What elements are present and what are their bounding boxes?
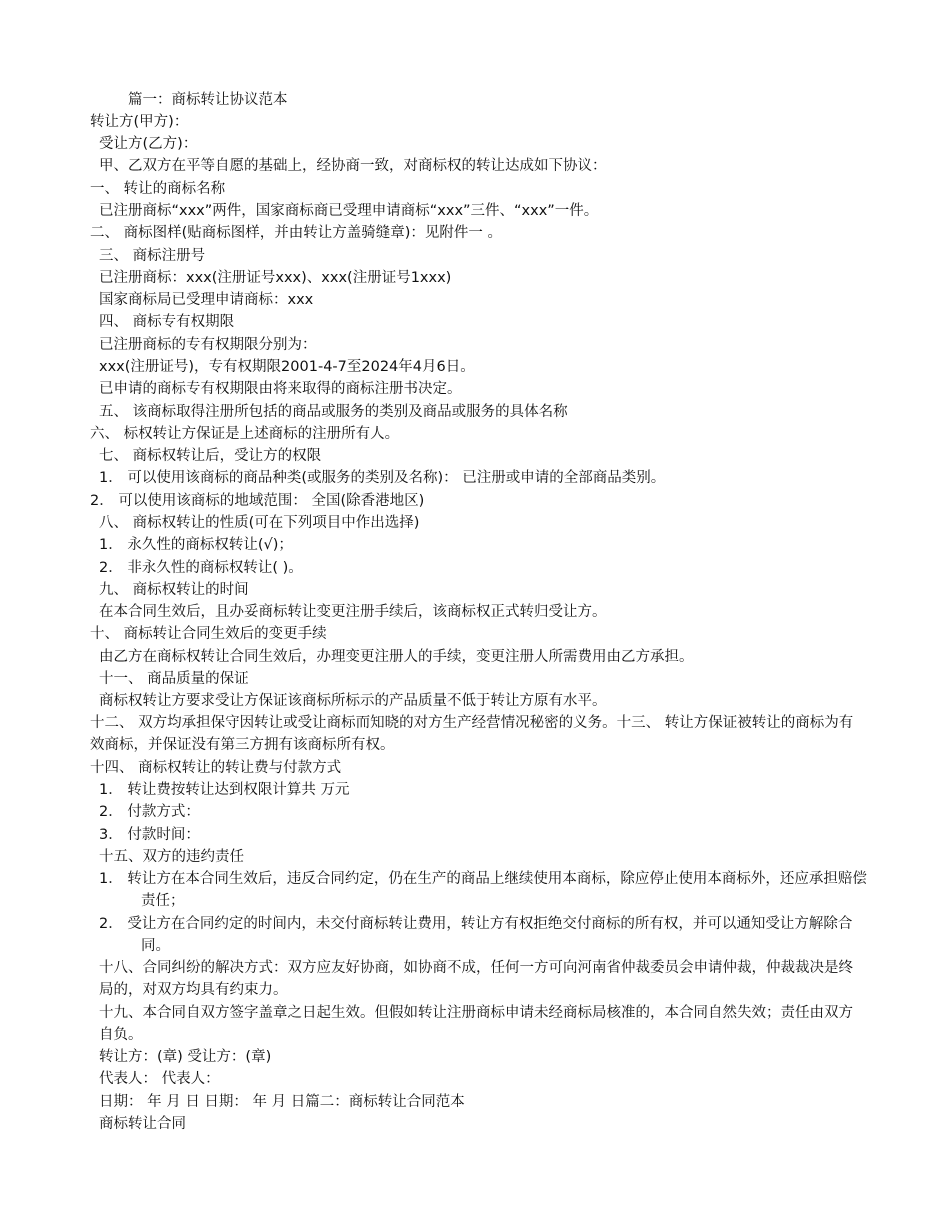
section-heading: 一、 转让的商标名称	[90, 181, 226, 197]
doc-line: xxx(注册证号)，专有权期限2001-4-7至2024年4月6日。	[99, 359, 475, 375]
doc-line: 转让方(甲方)：	[90, 114, 189, 130]
signature-line: 代表人： 代表人：	[99, 1071, 220, 1087]
signature-line: 转让方：(章) 受让方：(章)	[99, 1049, 272, 1065]
doc-paragraph: 十二、 双方均承担保守因转让或受让商标而知晓的对方生产经营情况秘密的义务。十三、 转让方保证被转让的商标为有效商标，并保证没有第三方拥有该商标所有权。	[90, 715, 854, 753]
doc-paragraph: 十八、合同纠纷的解决方式：双方应友好协商，如协商不成，任何一方可向河南省仲裁委员会申请仲裁，仲裁裁决是终局的，对双方均具有约束力。	[99, 960, 853, 998]
doc-line: 在本合同生效后，且办妥商标转让变更注册手续后，该商标权正式转归受让方。	[99, 604, 607, 620]
section-heading: 十四、 商标权转让的转让费与付款方式	[90, 760, 342, 776]
doc-line: 商标转让合同	[99, 1116, 186, 1132]
doc-paragraph: 十九、本合同自双方签字盖章之日起生效。但假如转让注册商标申请未经商标局核准的，本合同自然失效；责任由双方自负。	[99, 1005, 853, 1043]
doc-line: 已注册商标“xxx”两件，国家商标商已受理申请商标“xxx”三件、“xxx”一件。	[99, 203, 599, 219]
doc-title: 篇一：商标转让协议范本	[128, 92, 288, 108]
doc-line: 已申请的商标专有权期限由将来取得的商标注册书决定。	[99, 381, 462, 397]
doc-line: 由乙方在商标权转让合同生效后，办理变更注册人的手续，变更注册人所需费用由乙方承担。	[99, 649, 694, 665]
doc-line: 已注册商标的专有权期限分别为：	[99, 337, 317, 353]
section-heading: 十五、双方的违约责任	[99, 849, 244, 865]
section-heading: 五、 该商标取得注册所包括的商品或服务的类别及商品或服务的具体名称	[99, 404, 568, 420]
list-item: 1． 永久性的商标权转让(√)；	[99, 537, 293, 553]
doc-line: 已注册商标：xxx(注册证号xxx)、xxx(注册证号1xxx)	[99, 270, 452, 286]
signature-line: 日期： 年 月 日 日期： 年 月 日篇二：商标转让合同范本	[99, 1094, 465, 1110]
list-item: 1． 可以使用该商标的商品种类(或服务的类别及名称)： 已注册或申请的全部商品类别。	[99, 470, 666, 486]
list-item: 2． 受让方在合同约定的时间内，未交付商标转让费用，转让方有权拒绝交付商标的所有权，并可以通知受让方解除合同。	[99, 916, 853, 954]
section-heading: 九、 商标权转让的时间	[99, 582, 249, 598]
section-heading: 二、 商标图样(贴商标图样，并由转让方盖骑缝章)：见附件一 。	[90, 225, 503, 241]
list-item: 2． 可以使用该商标的地域范围： 全国(除香港地区)	[90, 493, 425, 509]
section-heading: 十一、 商品质量的保证	[99, 671, 249, 687]
doc-line: 受让方(乙方)：	[99, 136, 198, 152]
section-heading: 十、 商标转让合同生效后的变更手续	[90, 626, 327, 642]
doc-line: 国家商标局已受理申请商标：xxx	[99, 292, 314, 308]
doc-line: 甲、乙双方在平等自愿的基础上，经协商一致，对商标权的转让达成如下协议：	[99, 158, 607, 174]
list-item: 1． 转让方在本合同生效后，违反合同约定，仍在生产的商品上继续使用本商标，除应停止使用本商标外，还应承担赔偿责任；	[99, 871, 867, 909]
section-heading: 三、 商标注册号	[99, 248, 206, 264]
list-item: 2． 付款方式：	[99, 804, 200, 820]
list-item: 2． 非永久性的商标权转让( )。	[99, 560, 303, 576]
section-heading: 七、 商标权转让后，受让方的权限	[99, 448, 322, 464]
list-item: 3． 付款时间：	[99, 827, 200, 843]
doc-line: 商标权转让方要求受让方保证该商标所标示的产品质量不低于转让方原有水平。	[99, 693, 607, 709]
section-heading: 四、 商标专有权期限	[99, 314, 235, 330]
section-heading: 八、 商标权转让的性质(可在下列项目中作出选择)	[99, 515, 420, 531]
section-heading: 六、 标权转让方保证是上述商标的注册所有人。	[90, 426, 400, 442]
list-item: 1． 转让费按转让达到权限计算共 万元	[99, 782, 350, 798]
